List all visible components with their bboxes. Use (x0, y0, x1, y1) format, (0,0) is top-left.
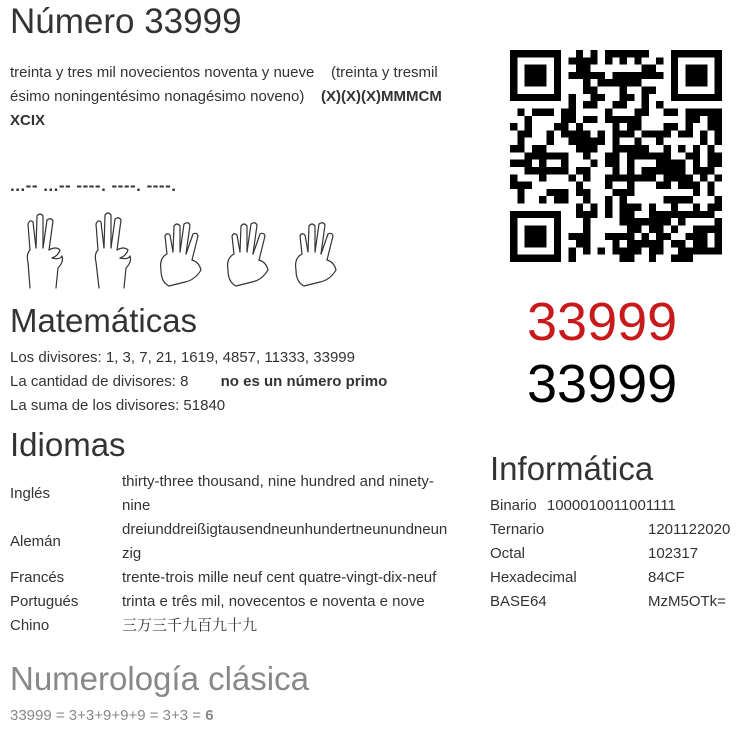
language-translation (122, 590, 447, 614)
bases-table-wrap (490, 518, 730, 614)
base-label: Ternario (490, 521, 545, 538)
ordinal-words-2: ésimo noningentésimo nonagésimo noveno) (10, 88, 305, 105)
finger-count-hands (20, 210, 353, 290)
page-title: Número 33999 (10, 2, 242, 41)
base-value: 84CF (648, 569, 685, 586)
numerology-result: 6 (205, 707, 214, 724)
roman-numeral-1: (X)(X)(X)MMMCM (321, 88, 442, 105)
hand-three-icon (20, 210, 70, 290)
translation-line: zig (122, 545, 142, 562)
language-translation (122, 470, 447, 518)
divisor-count-text: La cantidad de divisores: 8 (10, 373, 189, 390)
base-value: MzM5OTk= (648, 593, 726, 610)
numerology-expression: 33999 = 3+3+9+9+9 = 3+3 = (10, 707, 206, 724)
big-number-red: 33999 (527, 292, 678, 352)
base-label: BASE64 (490, 593, 547, 610)
translation-line: trente-trois mille neuf cent quatre-vingt-dix-neuf (122, 569, 437, 586)
language-translation (122, 566, 447, 590)
base-row (490, 542, 730, 566)
base-value: 1201122020 (648, 521, 731, 538)
numerology-line (10, 704, 214, 728)
prime-status: no es un número primo (220, 373, 388, 390)
language-name: Inglés (10, 485, 51, 502)
morse-code: ...-- ...-- ----. ----. ----. (10, 176, 177, 195)
language-translation (122, 518, 447, 566)
bases-table (490, 518, 730, 614)
base-value: 102317 (648, 545, 699, 562)
language-row (10, 518, 447, 566)
hand-four-icon (290, 210, 340, 290)
hand-four-icon (222, 210, 272, 290)
base-label: Hexadecimal (490, 569, 577, 586)
ordinal-words-1: (treinta y tresmil (331, 64, 438, 81)
translation-line: dreiunddreißigtausendneunhundertneunundneun (122, 521, 448, 538)
informatica-heading: Informática (490, 450, 654, 487)
divisor-sum-text: La suma de los divisores: 51840 (10, 397, 226, 414)
base-label: Octal (490, 545, 526, 562)
binary-label: Binario (490, 497, 537, 514)
base-row (490, 566, 730, 590)
language-name: Chino (10, 617, 50, 634)
divisors-text: Los divisores: 1, 3, 7, 21, 1619, 4857, 11333, 33999 (10, 349, 355, 366)
language-row (10, 470, 447, 518)
language-row (10, 614, 447, 638)
translation-line: 三万三千九百九十九 (122, 617, 258, 634)
language-name: Alemán (10, 533, 61, 550)
language-translation (122, 614, 447, 638)
translation-line: trinta e três mil, novecentos e noventa e nove (122, 593, 425, 610)
binary-value: 1000010011001111 (546, 497, 676, 514)
math-section (10, 346, 480, 418)
translation-line: thirty-three thousand, nine hundred and ninety- (122, 473, 434, 490)
base-row (490, 590, 730, 614)
languages-table (10, 470, 447, 638)
numerology-heading: Numerología clásica (10, 660, 309, 697)
number-words (10, 61, 480, 133)
language-name: Francés (10, 569, 65, 586)
translation-line: nine (122, 497, 151, 514)
big-number-black: 33999 (527, 354, 678, 414)
base-row (490, 518, 730, 542)
language-row (10, 566, 447, 590)
qr-code-icon (510, 50, 722, 262)
roman-numeral-2: XCIX (10, 112, 46, 129)
math-heading: Matemáticas (10, 302, 198, 339)
language-row (10, 590, 447, 614)
languages-table-wrap (10, 470, 480, 638)
hand-three-icon (87, 210, 137, 290)
cardinal-words: treinta y tres mil novecientos noventa y nueve (10, 64, 315, 81)
language-name: Portugués (10, 593, 79, 610)
hand-four-icon (155, 210, 205, 290)
languages-heading: Idiomas (10, 426, 126, 463)
binary-row (490, 494, 676, 518)
